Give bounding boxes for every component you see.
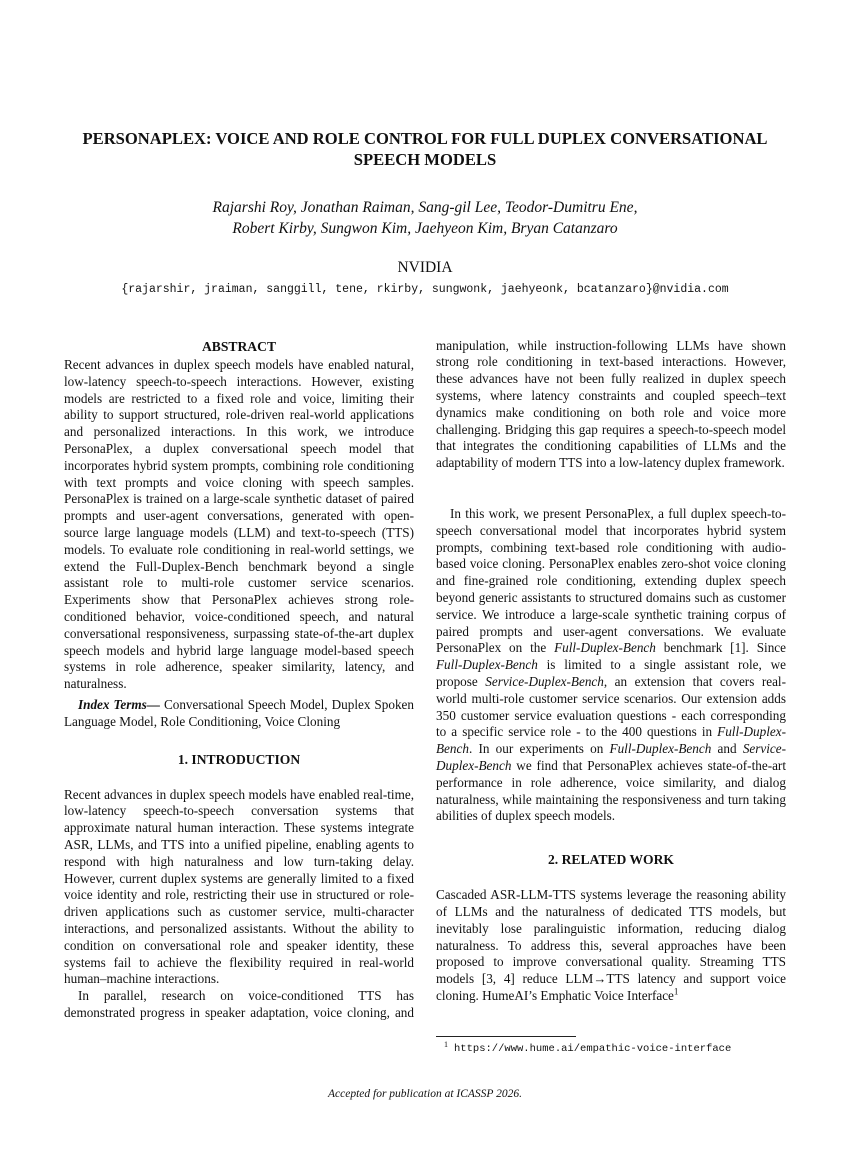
author-emails: {rajarshir, jraiman, sanggill, tene, rkirby, sungwonk, jaehyeonk, bcatanzaro}@nvidia.com (121, 283, 729, 296)
bench-name: Full-Duplex-Bench (436, 657, 538, 673)
bench-name: Service-Duplex-Bench (436, 741, 787, 773)
index-terms-text: Conversational Speech Model, Duplex Spoken Language Model, Role Conditioning, Voice Cloning (64, 696, 414, 729)
right-column (436, 338, 786, 1005)
bench-name: Full-Duplex-Bench (554, 640, 656, 656)
abstract-heading: ABSTRACT (201, 339, 277, 354)
index-terms (64, 697, 414, 731)
related-work-heading: 2. RELATED WORK (547, 852, 674, 868)
bench-name: Full-Duplex-Bench (436, 724, 786, 757)
authors-line-2: Robert Kirby, Sungwon Kim, Jaehyeon Kim, Bryan Catanzaro (232, 220, 618, 237)
introduction-paragraph-2: In parallel, research on voice-conditioned TTS has demonstrated progress in speaker adaptation, voice cloning, and (64, 988, 414, 1020)
bench-name: Full-Duplex-Bench (609, 741, 712, 757)
abstract-text: Recent advances in duplex speech models have enabled natural, low-latency speech-to-speech interactions. However, existing models are restricted to a fixed role and voice, limiting their ability to support structured, role-driven real-world applications and personalized interactions. In this work, we introduce PersonaPlex, a duplex conversational speech model that incorporates hybrid system prompts, combining role conditioning with text prompts and voice cloning with speech samples. PersonaPlex is trained on a large-scale synthetic dataset of paired prompts and user-agent conversations, generated with open-source large language models (LLM) and text-to-speech (TTS) models. To evaluate role conditioning in real-world settings, we extend the Full-Duplex-Bench benchmark beyond a single assistant role to multi-role customer service scenarios. Experiments show that PersonaPlex achieves strong role-conditioned behavior, voice-conditioned speech, and natural conversational responsiveness, surpassing state-of-the-art duplex speech models and hybrid large language model-based speech systems in role adherence, speaker similarity, latency, and naturalness. (64, 357, 414, 692)
paper-title: PERSONAPLEX: VOICE AND ROLE CONTROL FOR FULL DUPLEX CONVERSATIONAL SPEECH MODELS (82, 129, 768, 169)
footnote-marker: 1 (673, 986, 679, 997)
bench-name: Service-Duplex-Bench (485, 673, 604, 689)
introduction-paragraph-2-continued: manipulation, while instruction-following LLMs have shown strong role conditioning in text-based interactions. However, these advances have not been fully realized in duplex speech systems, where latency constraints and coupled speech–text dynamics make conditioning on both role and voice more challenging. Bridging this gap requires a speech-to-speech model that integrates the conditioning capabilities of LLMs and the adaptability of modern TTS into a low-latency duplex framework. (436, 338, 786, 471)
publication-note: Accepted for publication at ICASSP 2026. (328, 1088, 522, 1100)
footnote (444, 1039, 808, 1056)
related-work-paragraph: Cascaded ASR-LLM-TTS systems leverage the reasoning ability of LLMs and the naturalness of dedicated TTS models, but inevitably lose paralinguistic information, reducing dialog naturalness. To address this, several approaches have been proposed to improve conversational quality. Streaming TTS models [3, 4] reduce LLM→TTS latency and support voice cloning. HumeAI’s Emphatic Voice Interface$^1$ (436, 887, 786, 1003)
introduction-paragraph-3: In this work, we present PersonaPlex, a full duplex speech-to-speech conversational model that incorporates hybrid system prompts, combining text-based role conditioning with audio-based voice cloning. PersonaPlex enables zero-shot voice cloning and fine-grained role conditioning, extending duplex speech beyond generic assistants to structured domains such as customer service. We introduce a large-scale synthetic training corpus of paired prompts and user-agent conversations. We evaluate PersonaPlex on the Full-Duplex-Bench benchmark [1]. Since Full-Duplex-Bench is limited to a single assistant role, we propose Service-Duplex-Bench, an extension that covers real-world multi-role customer service scenarios. Our extension adds 350 customer service evaluation questions - each corresponding to a specific service role - to the 400 questions in Full-Duplex-Bench. In our experiments on Full-Duplex-Bench and Service-Duplex-Bench we find that PersonaPlex achieves state-of-the-art performance in role adherence, voice similarity, and dialog naturalness, while maintaining the responsiveness and turn taking abilities of duplex speech models. (436, 506, 787, 824)
footnote-divider (436, 1036, 576, 1037)
introduction-paragraph-1: Recent advances in duplex speech models have enabled real-time, low-latency speech-to-speech conversation systems that approximate natural human interaction. These systems integrate ASR, LLMs, and TTS into a unified pipeline, enabling agents to respond with high naturalness and low turn-taking delay. However, current duplex systems are generally limited to a fixed voice identity and role, restricting their use in structured or role-driven applications such as customer service, multi-character interactions, and personalized assistants. Without the ability to condition on conversational role and speaker identity, these systems fail to achieve the flexibility required in real-world human–machine interactions. (64, 786, 414, 987)
index-terms-label: Index Terms— (78, 696, 160, 712)
affiliation: NVIDIA (397, 259, 453, 276)
introduction-heading: 1. INTRODUCTION (177, 751, 301, 767)
footnote-number: 1 (444, 1039, 448, 1049)
author-list (60, 197, 790, 239)
left-column (64, 338, 414, 1022)
authors-line-1: Rajarshi Roy, Jonathan Raiman, Sang-gil Lee, Teodor-Dumitru Ene, (212, 199, 638, 216)
footnote-url[interactable]: https://www.hume.ai/empathic-voice-interface (454, 1043, 732, 1055)
